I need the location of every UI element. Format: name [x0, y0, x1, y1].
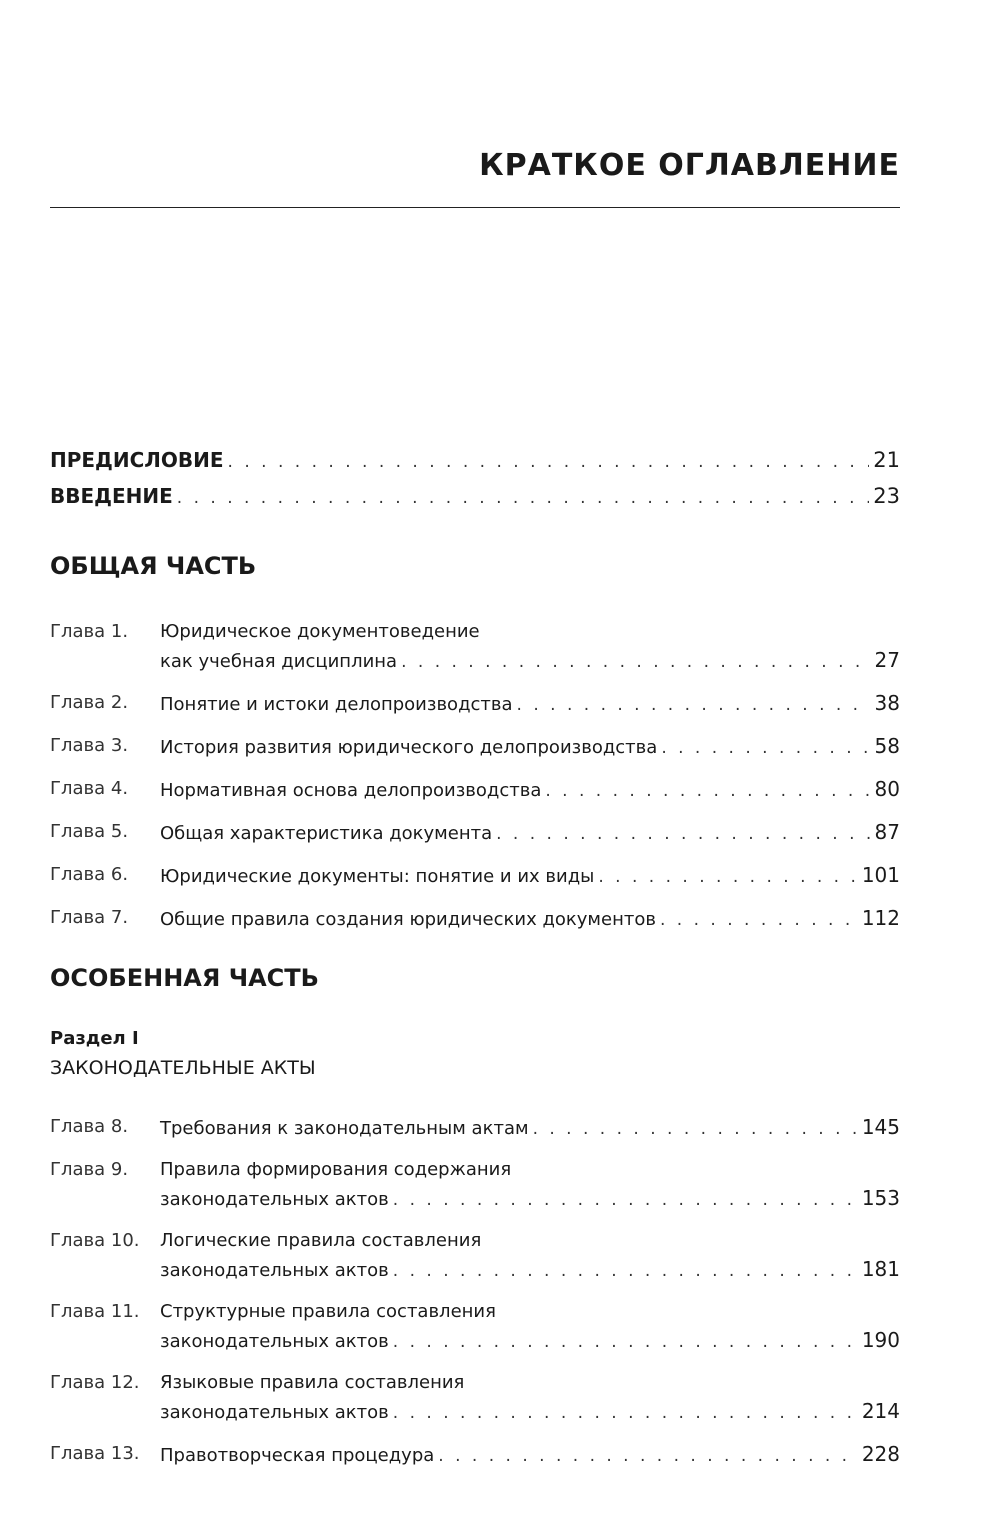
chapter-title-last-line	[160, 689, 900, 719]
toc-chapter-entry[interactable]	[50, 775, 900, 805]
chapter-label: Глава 12.	[50, 1372, 140, 1393]
chapter-label: Глава 2.	[50, 692, 129, 713]
chapter-title-last-line	[160, 775, 900, 805]
chapter-title-last-line	[160, 1397, 900, 1427]
chapter-label: Глава 9.	[50, 1159, 129, 1180]
dot-leader	[393, 1186, 858, 1214]
chapter-title-last-line	[160, 904, 900, 934]
page-number: 23	[873, 484, 900, 508]
toc-chapter-entry[interactable]	[50, 689, 900, 719]
chapter-body	[160, 1113, 900, 1143]
chapter-body	[160, 1156, 900, 1214]
chapter-title-last-line	[160, 1113, 900, 1143]
page-number: 214	[861, 1399, 900, 1423]
chapter-body	[160, 1298, 900, 1356]
chapter-label: Глава 11.	[50, 1301, 140, 1322]
page-number: 101	[861, 863, 900, 887]
chapter-title-last-line	[160, 1184, 900, 1214]
toc-chapter-entry[interactable]	[50, 1298, 900, 1356]
toc-entry-introduction[interactable]	[50, 484, 900, 520]
toc-chapter-entry[interactable]	[50, 1156, 900, 1214]
chapter-title-last-line	[160, 861, 900, 891]
front-matter	[50, 448, 900, 520]
toc-chapter-entry[interactable]	[50, 732, 900, 762]
chapter-title-last-line	[160, 646, 900, 676]
page-number: 228	[861, 1442, 900, 1466]
special-chapters-list	[50, 1113, 900, 1470]
chapter-title-line: Общая характеристика документа	[160, 823, 493, 844]
chapter-label: Глава 5.	[50, 821, 129, 842]
chapter-title-line: Общие правила создания юридических документов	[160, 909, 656, 930]
dot-leader	[393, 1399, 858, 1427]
chapter-label: Глава 6.	[50, 864, 129, 885]
dot-leader	[393, 1257, 858, 1285]
dot-leader	[598, 863, 857, 891]
title-rule	[50, 207, 900, 208]
chapter-label: Глава 3.	[50, 735, 129, 756]
page-number: 153	[861, 1186, 900, 1210]
dot-leader	[517, 691, 871, 719]
page-number: 112	[861, 906, 900, 930]
chapter-title-line: как учебная дисциплина	[160, 651, 398, 672]
toc-chapter-entry[interactable]	[50, 861, 900, 891]
chapter-label: Глава 10.	[50, 1230, 140, 1251]
chapter-title-line: Логические правила составления	[160, 1230, 482, 1251]
chapter-body	[160, 1440, 900, 1470]
chapter-title-line: Понятие и истоки делопроизводства	[160, 694, 513, 715]
page-number: 21	[873, 448, 900, 472]
page-number: 27	[874, 648, 900, 672]
chapter-title-last-line	[160, 732, 900, 762]
toc-page	[50, 0, 900, 1517]
page-number: 190	[861, 1328, 900, 1352]
page-number: 87	[874, 820, 900, 844]
chapter-body	[160, 1227, 900, 1285]
part-heading-general: ОБЩАЯ ЧАСТЬ	[50, 552, 257, 580]
page-number: 38	[874, 691, 900, 715]
chapter-body	[160, 818, 900, 848]
page-number: 80	[874, 777, 900, 801]
chapter-title-line: законодательных актов	[160, 1189, 389, 1210]
page-title: КРАТКОЕ ОГЛАВЛЕНИЕ	[479, 148, 900, 183]
page-number: 145	[861, 1115, 900, 1139]
toc-chapter-entry[interactable]	[50, 904, 900, 934]
part-heading-special: ОСОБЕННАЯ ЧАСТЬ	[50, 964, 319, 992]
chapter-title-line: Структурные правила составления	[160, 1301, 496, 1322]
toc-chapter-entry[interactable]	[50, 1227, 900, 1285]
dot-leader	[545, 777, 870, 805]
entry-title: ПРЕДИСЛОВИЕ	[50, 448, 224, 472]
toc-chapter-entry[interactable]	[50, 818, 900, 848]
chapter-label: Глава 7.	[50, 907, 129, 928]
toc-entry-preface[interactable]	[50, 448, 900, 484]
page-number: 58	[874, 734, 900, 758]
chapter-title-line: Нормативная основа делопроизводства	[160, 780, 542, 801]
chapter-label: Глава 1.	[50, 621, 129, 642]
chapter-title-line: законодательных актов	[160, 1260, 389, 1281]
chapter-title-line: История развития юридического делопроизводства	[160, 737, 658, 758]
entry-title: ВВЕДЕНИЕ	[50, 484, 173, 508]
dot-leader	[177, 488, 870, 508]
chapter-title-line: Юридические документы: понятие и их виды	[160, 866, 595, 887]
section-title: ЗАКОНОДАТЕЛЬНЫЕ АКТЫ	[50, 1057, 316, 1079]
general-chapters-list	[50, 618, 900, 934]
section-label: Раздел I	[50, 1028, 139, 1049]
chapter-title-last-line	[160, 1255, 900, 1285]
chapter-title-line: Языковые правила составления	[160, 1372, 465, 1393]
toc-chapter-entry[interactable]	[50, 1369, 900, 1427]
chapter-body	[160, 1369, 900, 1427]
chapter-title-line: Правила формирования содержания	[160, 1159, 512, 1180]
chapter-title-line: законодательных актов	[160, 1331, 389, 1352]
chapter-label: Глава 13.	[50, 1443, 140, 1464]
toc-chapter-entry[interactable]	[50, 1113, 900, 1143]
dot-leader	[533, 1115, 858, 1143]
chapter-title-line: законодательных актов	[160, 1402, 389, 1423]
table-of-contents	[50, 448, 900, 1483]
chapter-label: Глава 8.	[50, 1116, 129, 1137]
chapter-title-last-line	[160, 818, 900, 848]
dot-leader	[393, 1328, 858, 1356]
toc-chapter-entry[interactable]	[50, 618, 900, 676]
chapter-body	[160, 861, 900, 891]
chapter-title-line: Правотворческая процедура	[160, 1445, 435, 1466]
chapter-body	[160, 689, 900, 719]
chapter-body	[160, 904, 900, 934]
toc-chapter-entry[interactable]	[50, 1440, 900, 1470]
dot-leader	[401, 648, 870, 676]
chapter-title-last-line	[160, 1440, 900, 1470]
chapter-title-line: Юридическое документоведение	[160, 621, 480, 642]
page-number: 181	[861, 1257, 900, 1281]
dot-leader	[660, 906, 858, 934]
chapter-title-last-line	[160, 1326, 900, 1356]
dot-leader	[496, 820, 870, 848]
dot-leader	[228, 452, 870, 472]
chapter-title-line: Требования к законодательным актам	[160, 1118, 529, 1139]
dot-leader	[661, 734, 870, 762]
chapter-body	[160, 618, 900, 676]
dot-leader	[438, 1442, 858, 1470]
chapter-body	[160, 732, 900, 762]
chapter-body	[160, 775, 900, 805]
chapter-label: Глава 4.	[50, 778, 129, 799]
